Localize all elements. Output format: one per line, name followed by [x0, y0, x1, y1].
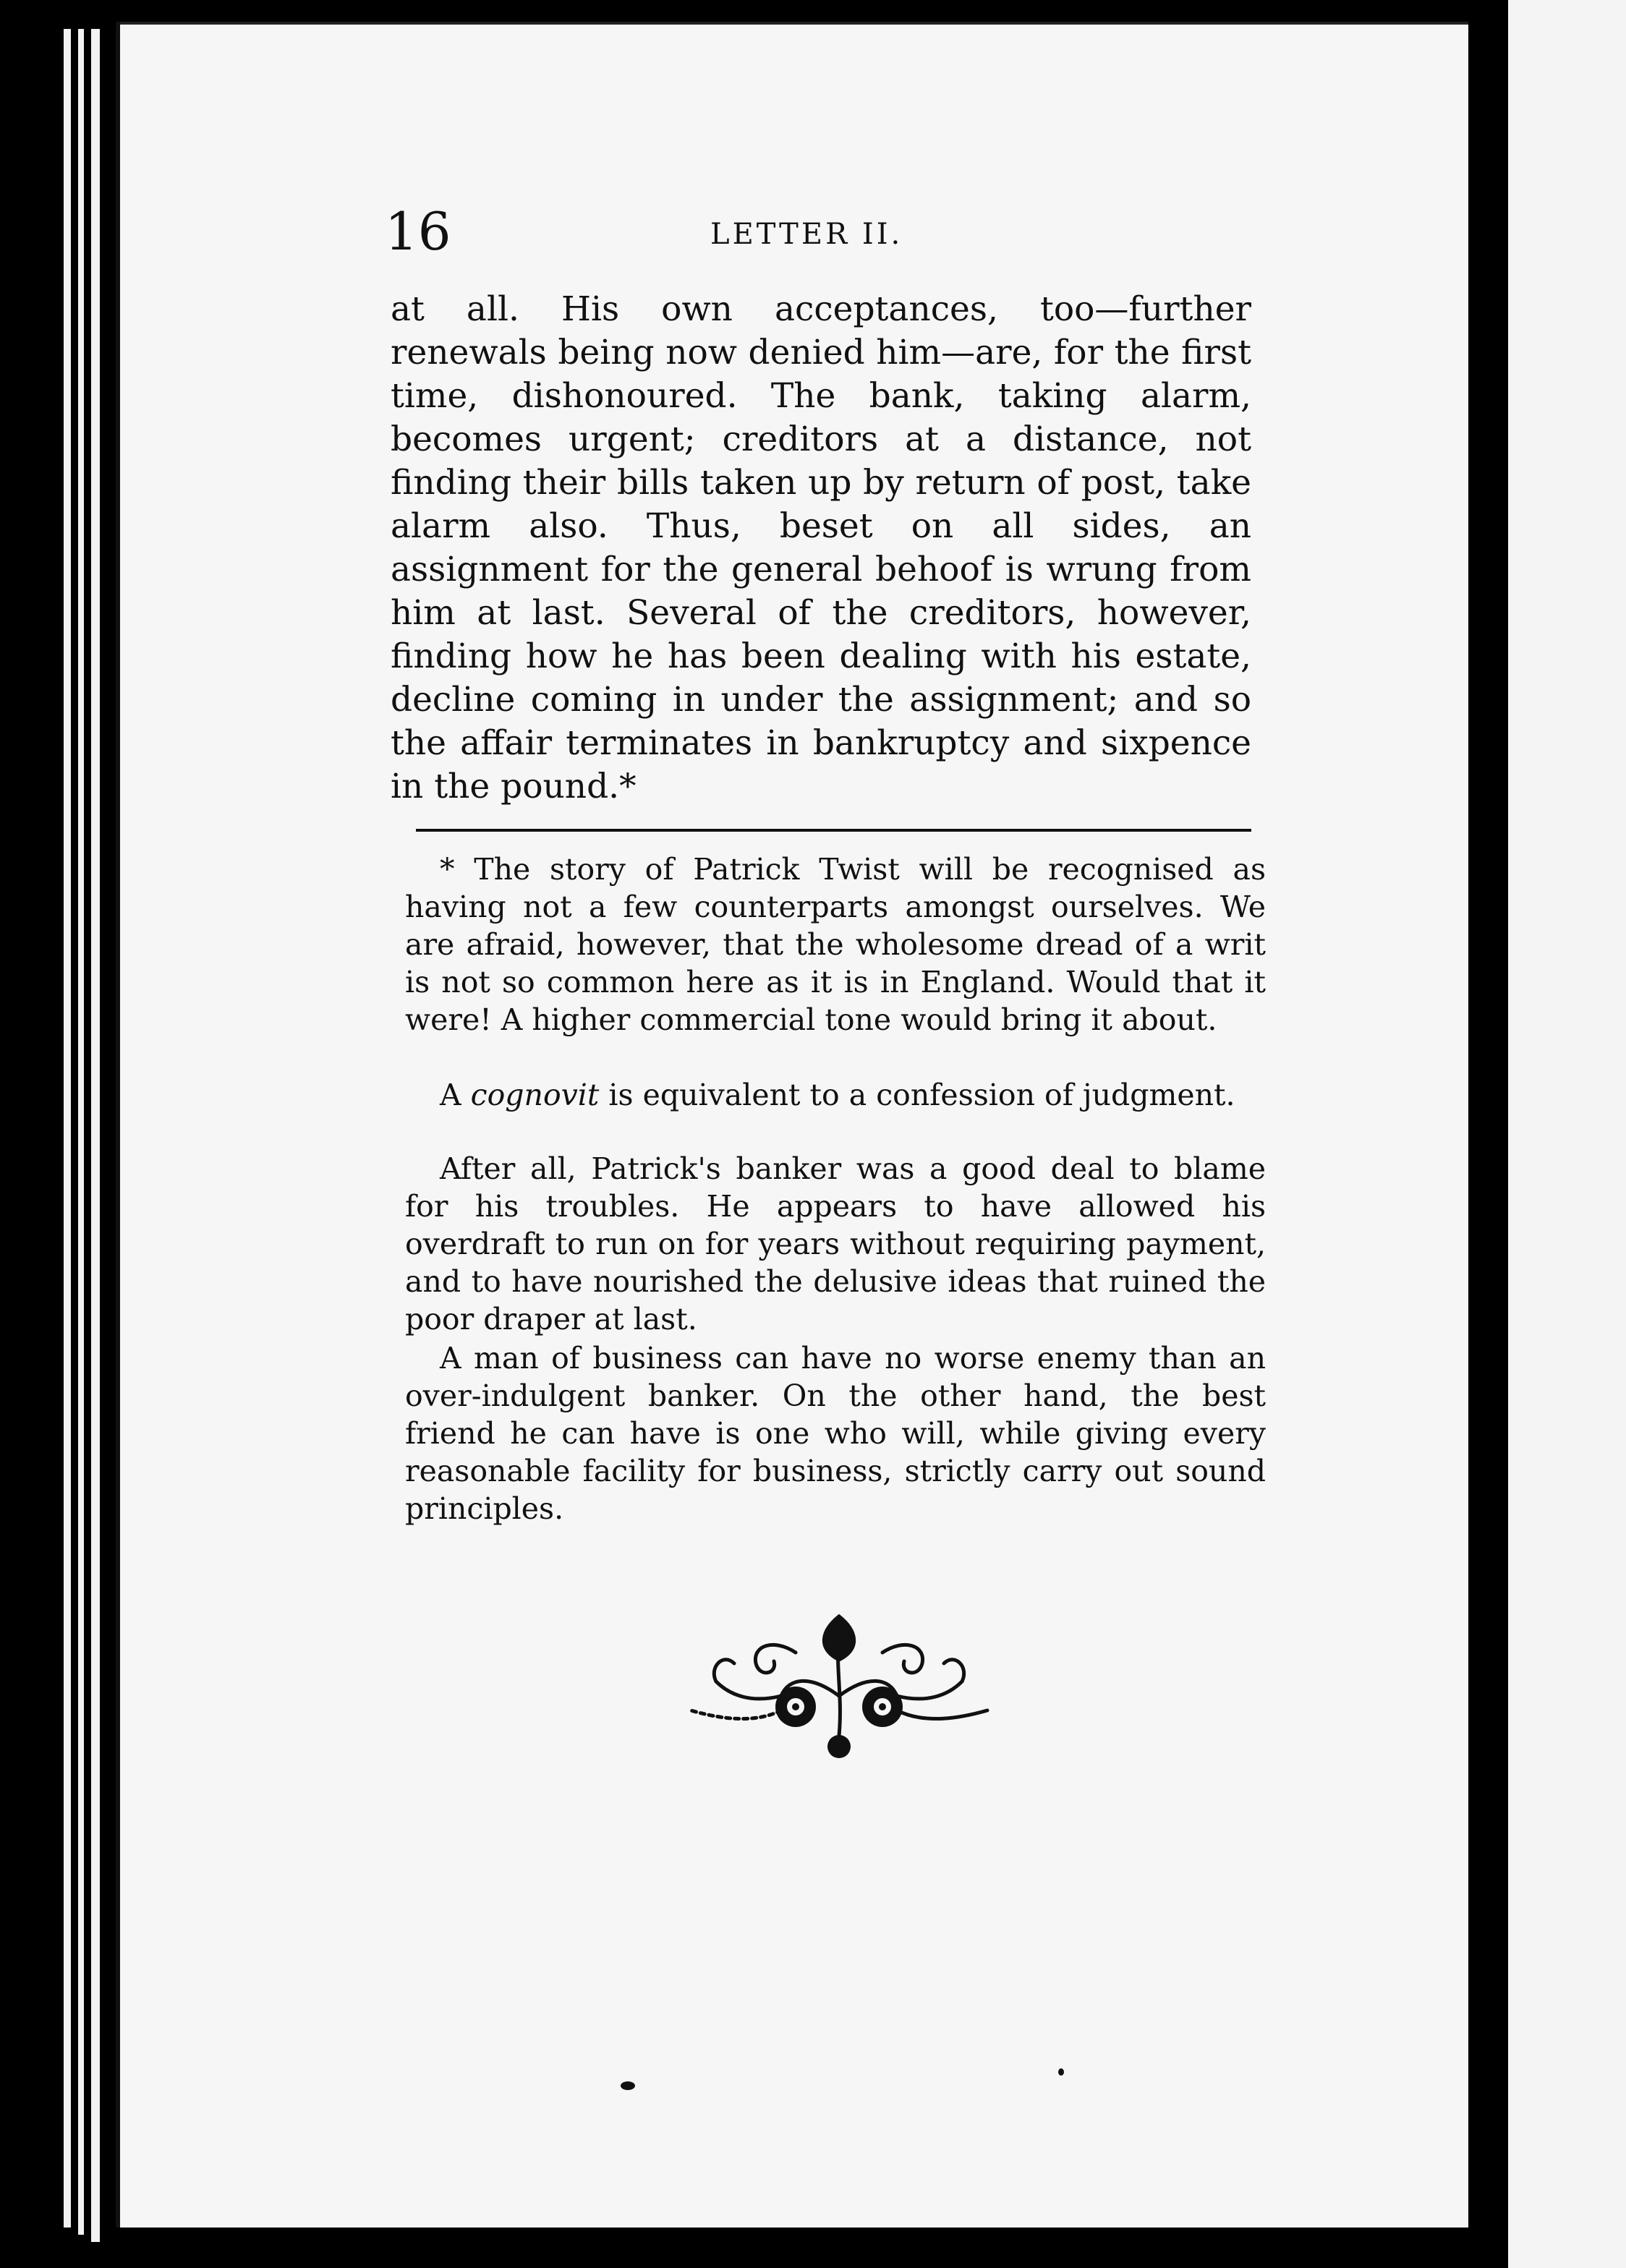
footnote-paragraph: After all, Patrick's banker was a good deal to blame for his troubles. He appears to have allowed his overdraft to run on for years without requiring payment, and to have nourished the delusive ideas that ruined the poor draper at last. — [405, 1151, 1266, 1336]
floral-tailpiece-icon — [687, 1609, 991, 1768]
footnote-paragraph: A man of business can have no worse enemy than an over-indulgent banker. On the other hand, the best friend he can have is one who will, while giving every reasonable facility for business, strictly carry out sound principles. — [405, 1341, 1266, 1526]
chapter-title: LETTER II. — [710, 218, 903, 251]
footnote-paragraph — [405, 1076, 1266, 1114]
page-edge-strip — [78, 29, 84, 2235]
italic-term: cognovit — [470, 1078, 600, 1112]
footnote-rule — [416, 829, 1251, 832]
page-number: 16 — [385, 201, 451, 262]
ink-speck — [1058, 2068, 1064, 2076]
footnote-text: A — [440, 1078, 471, 1112]
running-head — [385, 202, 1267, 260]
footnote-paragraph: * The story of Patrick Twist will be recognised as having not a few counterparts amongst ourselves. We are afraid, however, that the wholesome dread of a writ is not so common here as it is in England. Would that it were! A higher commercial tone would bring it about. — [405, 852, 1266, 1037]
ink-speck — [621, 2081, 635, 2090]
facing-page-edge — [1508, 0, 1626, 2268]
footnote-text: is equivalent to a confession of judgment. — [599, 1078, 1235, 1112]
body-paragraph: at all. His own acceptances, too—further renewals being now denied him—are, for the first time, dishonoured. The bank, taking alarm, becomes urgent; creditors at a distance, not finding their bills taken up by return of post, take alarm also. Thus, beset on all sides, an assignment for the general behoof is wrung from him at last. Several of the creditors, however, finding how he has been dealing with his estate, decline coming in under the assignment; and so the affair terminates in bankruptcy and sixpence in the pound.* — [391, 289, 1251, 806]
page-edge-strip — [91, 29, 100, 2242]
page-edge-strip — [64, 29, 71, 2228]
